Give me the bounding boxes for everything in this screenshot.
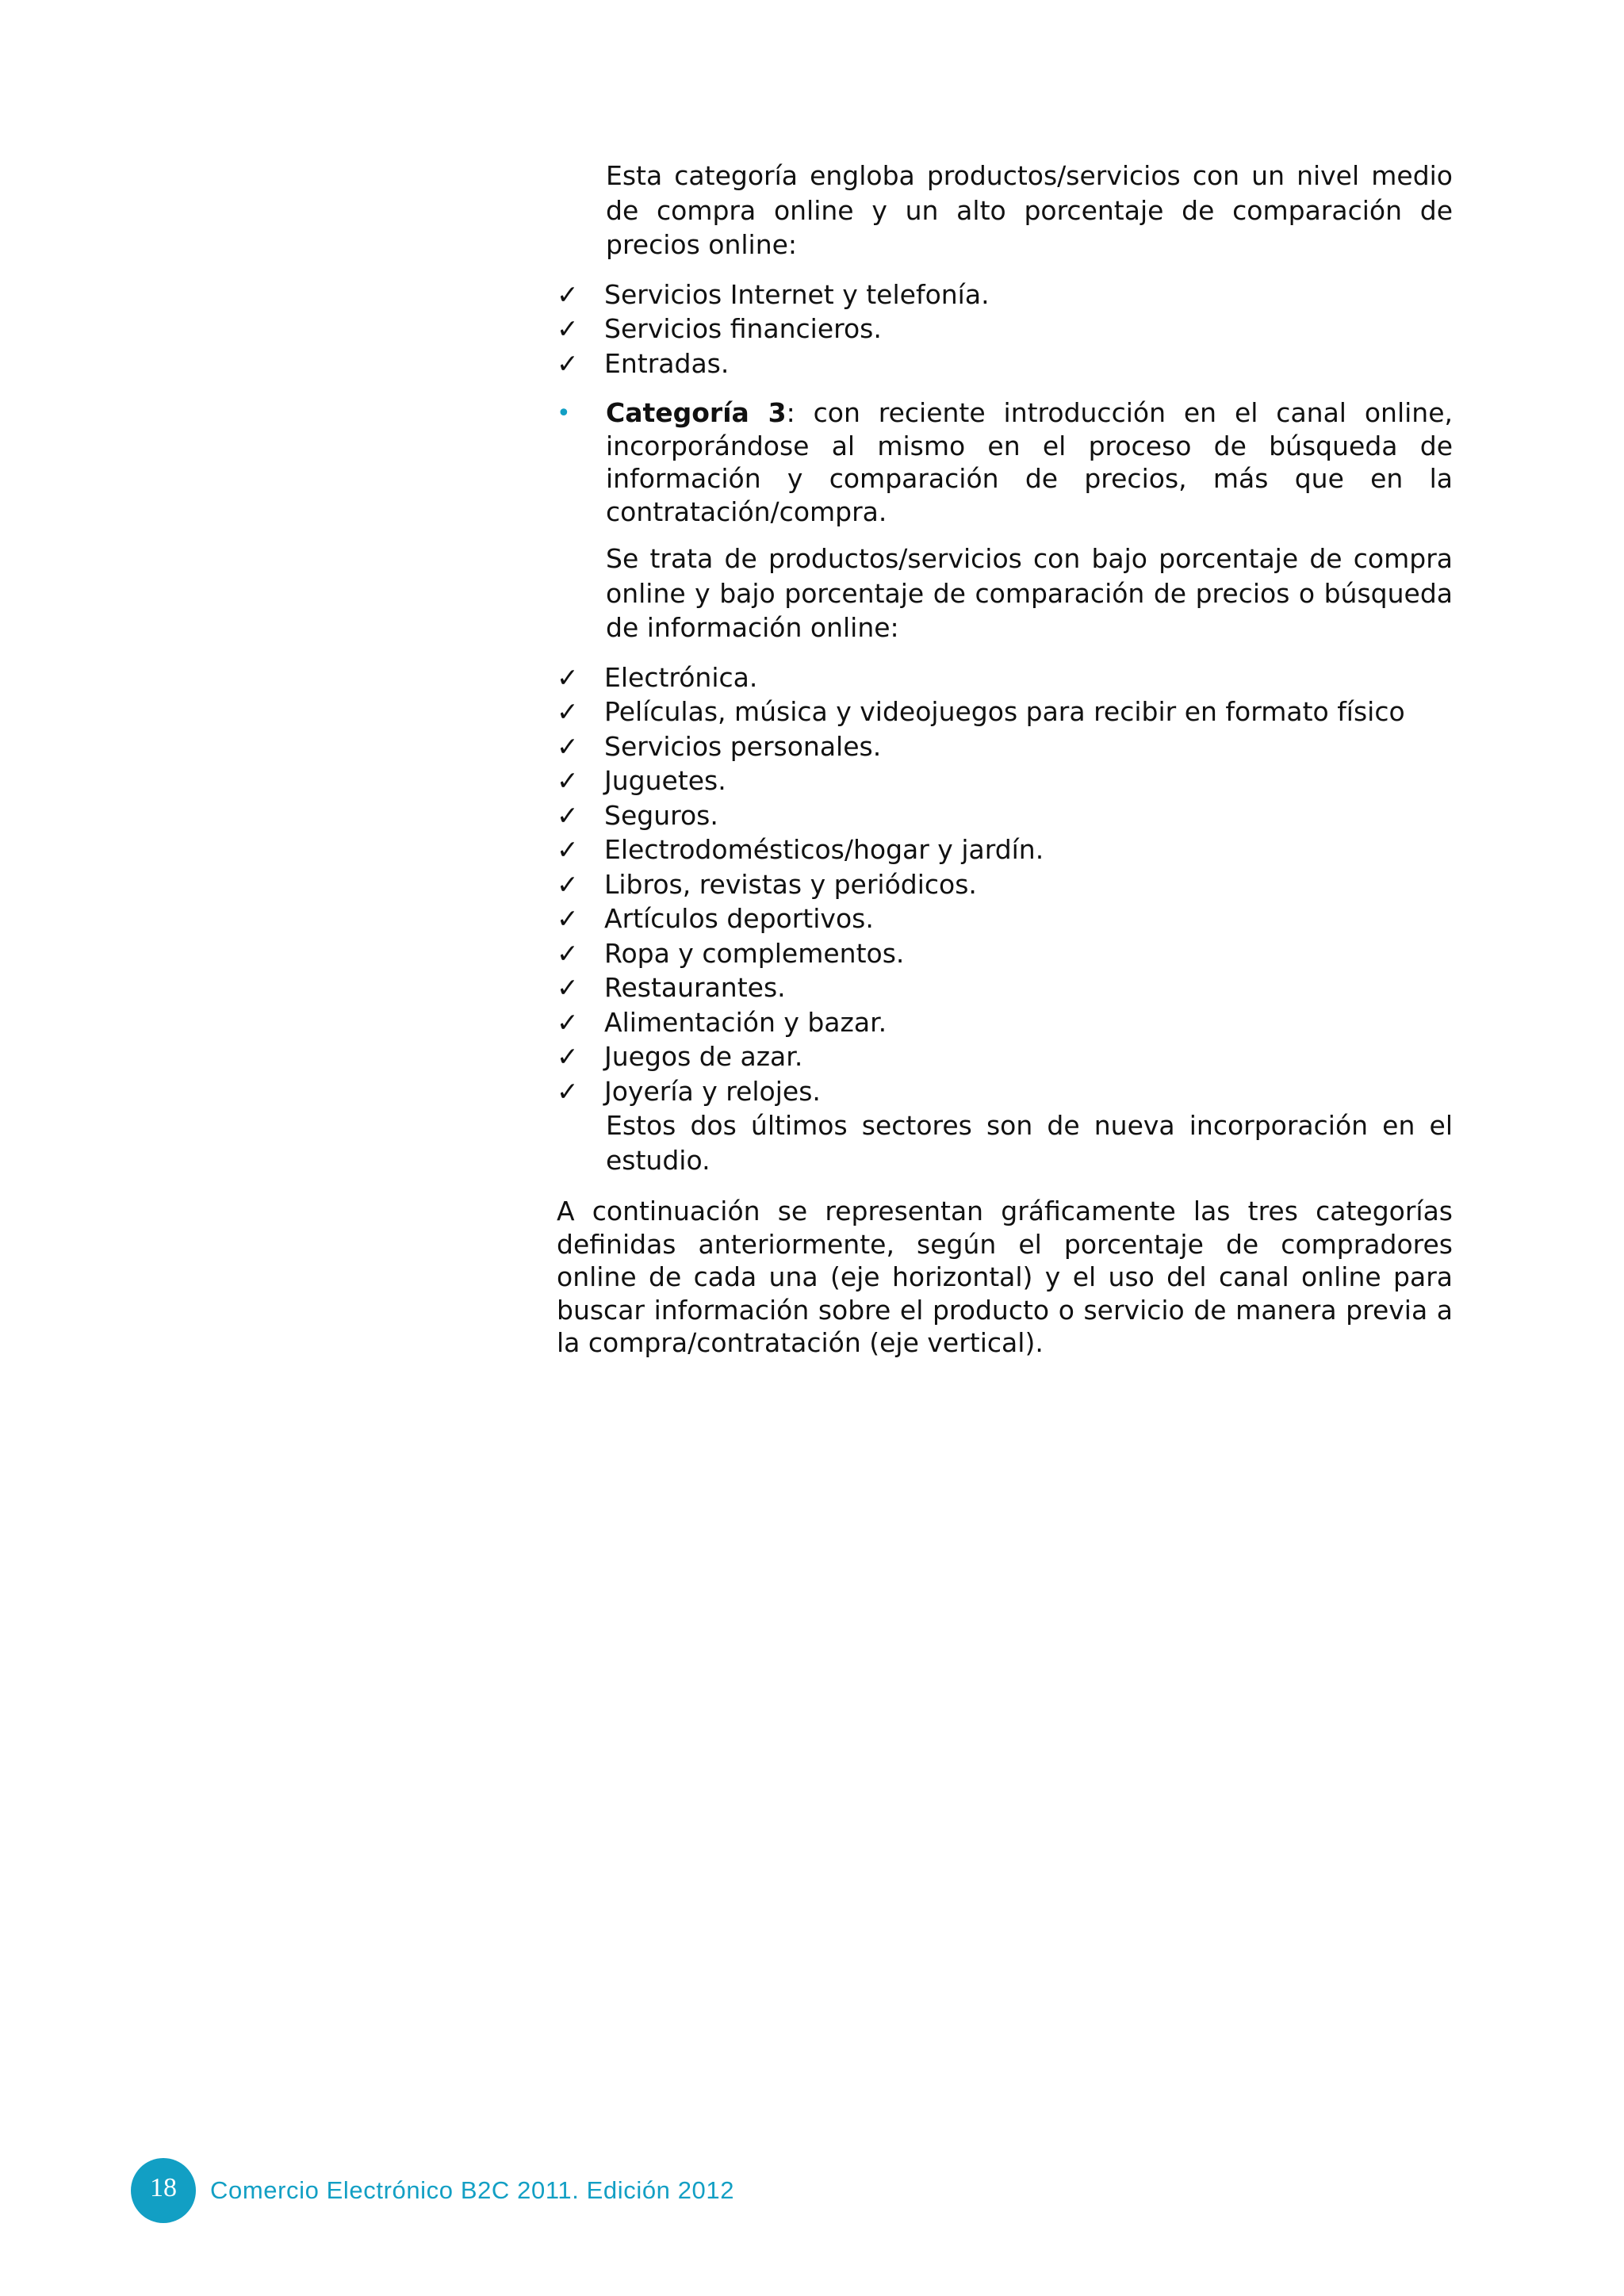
list-item	[557, 1039, 1453, 1074]
footer-title: Comercio Electrónico B2C 2011. Edición 2012	[210, 2176, 735, 2204]
list-item-text: Seguros.	[604, 799, 718, 831]
checkmark-icon: ✓	[557, 799, 579, 831]
list-item	[557, 1005, 1453, 1040]
checkmark-icon: ✓	[557, 937, 579, 969]
list-item-text: Restaurantes.	[604, 972, 786, 1003]
page-number-badge	[131, 2158, 196, 2223]
page-footer	[131, 2158, 734, 2223]
category3-note: Estos dos últimos sectores son de nueva incorporación en el estudio.	[606, 1110, 1453, 1176]
list-item	[557, 867, 1453, 902]
list-item	[557, 832, 1453, 867]
checkmark-icon: ✓	[557, 1075, 579, 1107]
checkmark-icon: ✓	[557, 730, 579, 762]
checkmark-icon: ✓	[557, 696, 579, 727]
checkmark-icon: ✓	[557, 972, 579, 1003]
list-item-text: Electrodomésticos/hogar y jardín.	[604, 834, 1044, 865]
list-item-text: Alimentación y bazar.	[604, 1006, 887, 1038]
list-item-text: Servicios financieros.	[604, 313, 882, 344]
list-item	[557, 936, 1453, 971]
checkmark-icon: ✓	[557, 347, 579, 379]
list-item	[557, 798, 1453, 833]
category3-check-list	[557, 660, 1453, 1109]
list-item	[557, 312, 1453, 346]
checkmark-icon: ✓	[557, 834, 579, 865]
list-item-text: Servicios Internet y telefonía.	[604, 278, 990, 310]
category3-paragraph	[606, 396, 1453, 528]
list-item	[557, 277, 1453, 312]
list-item	[557, 763, 1453, 798]
page-number: 18	[150, 2173, 177, 2202]
list-item-text: Juegos de azar.	[604, 1041, 803, 1072]
list-item-text: Ropa y complementos.	[604, 937, 905, 969]
list-item	[557, 660, 1453, 695]
list-item-text: Servicios personales.	[604, 730, 882, 762]
list-item-text: Artículos deportivos.	[604, 903, 874, 934]
bullet-icon: •	[557, 400, 571, 427]
checkmark-icon: ✓	[557, 903, 579, 934]
list-item	[557, 695, 1453, 729]
list-item	[557, 1074, 1453, 1109]
category2-check-list	[557, 277, 1453, 381]
page-content	[557, 159, 1453, 1360]
list-item-text: Libros, revistas y periódicos.	[604, 868, 977, 900]
list-item-text: Juguetes.	[604, 765, 726, 796]
checkmark-icon: ✓	[557, 313, 579, 344]
checkmark-icon: ✓	[557, 661, 579, 693]
category3-description: Se trata de productos/servicios con bajo porcentaje de compra online y bajo porcentaje de comparación de precios o búsqueda de información online:	[606, 543, 1453, 643]
category3-text: : con reciente introducción en el canal online, incorporándose al mismo en el proceso de búsqueda de información y comparación de precios, más que en la contratación/compra.	[606, 397, 1453, 527]
list-item-text: Entradas.	[604, 347, 730, 379]
category3-bullet	[557, 396, 1453, 528]
checkmark-icon: ✓	[557, 278, 579, 310]
closing-paragraph: A continuación se representan gráficamente las tres categorías definidas anteriormente, según el porcentaje de compradores online de cada una (eje horizontal) y el uso del canal online para buscar información sobre el producto o servicio de manera previa a la compra/contratación (eje vertical).	[557, 1196, 1453, 1358]
list-item-text: Películas, música y videojuegos para recibir en formato físico	[604, 696, 1405, 727]
category3-label: Categoría 3	[606, 397, 787, 428]
list-item	[557, 729, 1453, 764]
intro-paragraph: Esta categoría engloba productos/servicios con un nivel medio de compra online y un alto porcentaje de comparación de precios online:	[606, 160, 1453, 260]
list-item	[557, 346, 1453, 381]
list-item-text: Joyería y relojes.	[604, 1075, 821, 1107]
list-item	[557, 970, 1453, 1005]
checkmark-icon: ✓	[557, 868, 579, 900]
list-item	[557, 901, 1453, 936]
list-item-text: Electrónica.	[604, 661, 758, 693]
checkmark-icon: ✓	[557, 1041, 579, 1072]
checkmark-icon: ✓	[557, 1006, 579, 1038]
checkmark-icon: ✓	[557, 765, 579, 796]
